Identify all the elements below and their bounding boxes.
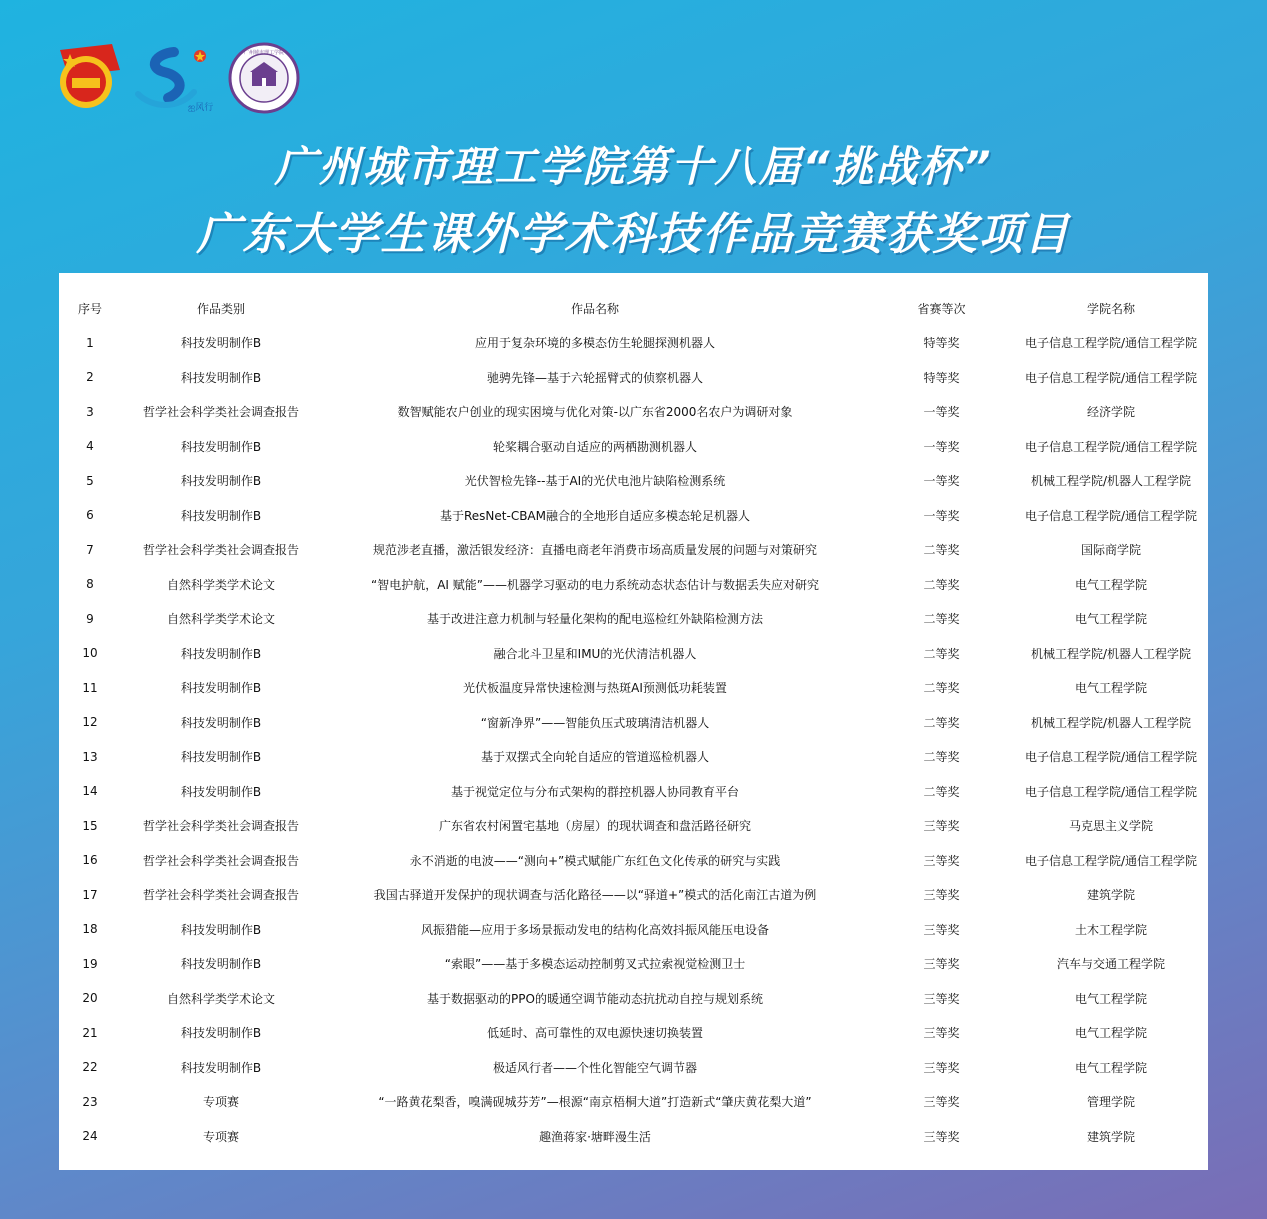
page-title-line2: 广东大学生课外学术科技作品竞赛获奖项目 xyxy=(196,209,1071,260)
cell-category: 科技发明制作B xyxy=(180,922,262,937)
cell-college: 建筑学院 xyxy=(1086,1129,1135,1144)
cell-college: 土木工程学院 xyxy=(1074,922,1147,937)
cell-index: 9 xyxy=(86,611,94,626)
cell-project-name: 驰骋先锋—基于六轮摇臂式的侦察机器人 xyxy=(486,370,703,385)
cell-award-level: 一等奖 xyxy=(923,439,960,454)
cell-college: 国际商学院 xyxy=(1080,543,1141,558)
cell-project-name: “智电护航，AI 赋能”——机器学习驱动的电力系统动态状态估计与数据丢失应对研究 xyxy=(371,577,819,592)
cell-index: 10 xyxy=(82,646,98,661)
cell-project-name: “窗新净界”——智能负压式玻璃清洁机器人 xyxy=(480,715,710,730)
cell-category: 自然科学类学术论文 xyxy=(166,991,275,1006)
cell-index: 21 xyxy=(82,1025,98,1040)
cell-project-name: 数智赋能农户创业的现实困境与优化对策-以广东省2000名农户为调研对象 xyxy=(397,405,793,420)
cell-index: 8 xyxy=(86,577,94,592)
cell-project-name: 我国古驿道开发保护的现状调查与活化路径——以“驿道+”模式的活化南江古道为例 xyxy=(373,888,817,903)
cell-award-level: 二等奖 xyxy=(923,612,960,627)
cell-category: 自然科学类学术论文 xyxy=(166,577,275,592)
cell-category: 专项赛 xyxy=(202,1129,239,1144)
table-row xyxy=(59,947,1208,982)
cell-college: 经济学院 xyxy=(1086,405,1135,420)
cell-award-level: 一等奖 xyxy=(923,508,960,523)
column-header-college: 学院名称 xyxy=(1086,301,1135,316)
table-row xyxy=(59,774,1208,809)
cell-category: 科技发明制作B xyxy=(180,1060,262,1075)
awards-table xyxy=(59,291,1208,1154)
cell-category: 专项赛 xyxy=(202,1095,239,1110)
page-title-line1: 广州城市理工学院第十八届“挑战杯” xyxy=(274,142,993,191)
cell-award-level: 三等奖 xyxy=(923,1026,960,1041)
cell-category: 哲学社会科学类社会调查报告 xyxy=(142,888,299,903)
cell-college: 电子信息工程学院/通信工程学院 xyxy=(1024,784,1198,799)
volunteer-logo-icon xyxy=(134,46,214,114)
cell-project-name: 永不消逝的电波——“测向+”模式赋能广东红色文化传承的研究与实践 xyxy=(409,853,781,868)
cell-award-level: 二等奖 xyxy=(923,543,960,558)
cell-index: 3 xyxy=(86,404,94,419)
cell-project-name: 趣渔蒋家·塘畔漫生活 xyxy=(539,1129,651,1144)
table-row xyxy=(59,1050,1208,1085)
cell-index: 24 xyxy=(82,1129,98,1144)
cell-category: 科技发明制作B xyxy=(180,750,262,765)
cell-category: 哲学社会科学类社会调查报告 xyxy=(142,819,299,834)
cell-category: 自然科学类学术论文 xyxy=(166,612,275,627)
cell-project-name: 光伏智检先锋--基于AI的光伏电池片缺陷检测系统 xyxy=(464,474,726,489)
cell-category: 科技发明制作B xyxy=(180,715,262,730)
cell-index: 15 xyxy=(82,818,98,833)
cell-project-name: 极适风行者——个性化智能空气调节器 xyxy=(492,1060,697,1075)
cell-college: 电气工程学院 xyxy=(1074,681,1147,696)
cell-index: 12 xyxy=(82,715,98,730)
cell-project-name: 轮桨耦合驱动自适应的两栖勘测机器人 xyxy=(492,439,697,454)
cell-award-level: 三等奖 xyxy=(923,922,960,937)
cell-award-level: 二等奖 xyxy=(923,577,960,592)
table-row xyxy=(59,326,1208,361)
cell-project-name: 融合北斗卫星和IMU的光伏清洁机器人 xyxy=(493,646,697,661)
cell-category: 哲学社会科学类社会调查报告 xyxy=(142,405,299,420)
column-header-award-level: 省赛等次 xyxy=(917,301,966,316)
cell-project-name: 风振猎能—应用于多场景振动发电的结构化高效抖振风能压电设备 xyxy=(420,922,769,937)
cell-award-level: 三等奖 xyxy=(923,991,960,1006)
cell-college: 机械工程学院/机器人工程学院 xyxy=(1030,715,1192,730)
table-row xyxy=(59,740,1208,775)
column-header-index: 序号 xyxy=(77,301,102,316)
cell-college: 电气工程学院 xyxy=(1074,577,1147,592)
cell-category: 科技发明制作B xyxy=(180,508,262,523)
cell-award-level: 三等奖 xyxy=(923,888,960,903)
table-row xyxy=(59,567,1208,602)
cell-award-level: 三等奖 xyxy=(923,1060,960,1075)
table-row xyxy=(59,533,1208,568)
table-row xyxy=(59,912,1208,947)
cell-college: 机械工程学院/机器人工程学院 xyxy=(1030,474,1192,489)
cell-college: 汽车与交通工程学院 xyxy=(1056,957,1165,972)
table-row xyxy=(59,360,1208,395)
cell-project-name: 应用于复杂环境的多模态仿生轮腿探测机器人 xyxy=(474,336,715,351)
cell-project-name: 基于改进注意力机制与轻量化架构的配电巡检红外缺陷检测方法 xyxy=(426,612,763,627)
cell-college: 电子信息工程学院/通信工程学院 xyxy=(1024,750,1198,765)
cell-category: 哲学社会科学类社会调查报告 xyxy=(142,543,299,558)
cell-index: 18 xyxy=(82,922,98,937)
table-row xyxy=(59,498,1208,533)
cell-project-name: 低延时、高可靠性的双电源快速切换装置 xyxy=(486,1026,703,1041)
cell-award-level: 三等奖 xyxy=(923,957,960,972)
cell-project-name: “索眼”——基于多模态运动控制剪叉式拉索视觉检测卫士 xyxy=(444,957,746,972)
table-row xyxy=(59,809,1208,844)
cell-category: 科技发明制作B xyxy=(180,957,262,972)
cell-project-name: 规范涉老直播，激活银发经济：直播电商老年消费市场高质量发展的问题与对策研究 xyxy=(372,543,817,558)
cell-college: 电子信息工程学院/通信工程学院 xyxy=(1024,370,1198,385)
cell-college: 电子信息工程学院/通信工程学院 xyxy=(1024,853,1198,868)
cell-award-level: 二等奖 xyxy=(923,784,960,799)
cell-college: 电气工程学院 xyxy=(1074,612,1147,627)
cell-category: 科技发明制作B xyxy=(180,370,262,385)
table-row xyxy=(59,705,1208,740)
cell-index: 20 xyxy=(82,991,98,1006)
cell-index: 22 xyxy=(82,1060,98,1075)
cell-award-level: 三等奖 xyxy=(923,819,960,834)
cell-award-level: 三等奖 xyxy=(923,1095,960,1110)
column-header-project-name: 作品名称 xyxy=(570,301,619,316)
cell-index: 17 xyxy=(82,887,98,902)
cell-award-level: 特等奖 xyxy=(923,370,960,385)
cell-project-name: “一路黄花梨香，嗅满砚城芬芳”—根源“南京梧桐大道”打造新式“肇庆黄花梨大道” xyxy=(378,1095,812,1110)
cell-project-name: 基于视觉定位与分布式架构的群控机器人协同教育平台 xyxy=(450,784,739,799)
cell-project-name: 基于ResNet-CBAM融合的全地形自适应多模态轮足机器人 xyxy=(439,508,750,523)
cell-index: 5 xyxy=(86,473,94,488)
cell-category: 科技发明制作B xyxy=(180,336,262,351)
cell-college: 电子信息工程学院/通信工程学院 xyxy=(1024,439,1198,454)
awards-sheet xyxy=(59,273,1208,1170)
cell-award-level: 二等奖 xyxy=(923,646,960,661)
youth-league-emblem-icon xyxy=(52,40,124,112)
cell-index: 4 xyxy=(86,439,94,454)
cell-index: 16 xyxy=(82,853,98,868)
table-body xyxy=(59,326,1208,1154)
cell-award-level: 特等奖 xyxy=(923,336,960,351)
cell-category: 科技发明制作B xyxy=(180,646,262,661)
table-row xyxy=(59,395,1208,430)
cell-category: 科技发明制作B xyxy=(180,784,262,799)
cell-college: 管理学院 xyxy=(1086,1095,1135,1110)
cell-award-level: 三等奖 xyxy=(923,853,960,868)
cell-college: 机械工程学院/机器人工程学院 xyxy=(1030,646,1192,661)
cell-award-level: 三等奖 xyxy=(923,1129,960,1144)
column-header-category: 作品类别 xyxy=(196,301,245,316)
cell-index: 23 xyxy=(82,1094,98,1109)
cell-category: 科技发明制作B xyxy=(180,681,262,696)
cell-college: 建筑学院 xyxy=(1086,888,1135,903)
cell-index: 6 xyxy=(86,508,94,523)
table-row xyxy=(59,602,1208,637)
table-row xyxy=(59,429,1208,464)
cell-index: 19 xyxy=(82,956,98,971)
cell-category: 哲学社会科学类社会调查报告 xyxy=(142,853,299,868)
cell-college: 电子信息工程学院/通信工程学院 xyxy=(1024,336,1198,351)
table-row xyxy=(59,878,1208,913)
cell-award-level: 一等奖 xyxy=(923,405,960,420)
cell-project-name: 广东省农村闲置宅基地（房屋）的现状调查和盘活路径研究 xyxy=(438,819,751,834)
table-row xyxy=(59,981,1208,1016)
university-seal-icon xyxy=(228,42,300,114)
cell-award-level: 二等奖 xyxy=(923,750,960,765)
cell-index: 11 xyxy=(82,680,98,695)
cell-college: 电气工程学院 xyxy=(1074,991,1147,1006)
cell-project-name: 光伏板温度异常快速检测与热斑AI预测低功耗装置 xyxy=(463,681,727,696)
cell-index: 13 xyxy=(82,749,98,764)
cell-college: 电子信息工程学院/通信工程学院 xyxy=(1024,508,1198,523)
cell-category: 科技发明制作B xyxy=(180,439,262,454)
table-row xyxy=(59,636,1208,671)
volunteer-logo-text: ஐ风行 xyxy=(188,103,214,113)
cell-project-name: 基于数据驱动的PPO的暖通空调节能动态抗扰动自控与规划系统 xyxy=(427,991,763,1006)
cell-index: 2 xyxy=(86,370,94,385)
table-row xyxy=(59,1085,1208,1120)
table-header-row xyxy=(59,291,1208,326)
cell-college: 电气工程学院 xyxy=(1074,1026,1147,1041)
cell-award-level: 二等奖 xyxy=(923,681,960,696)
cell-project-name: 基于双摆式全向轮自适应的管道巡检机器人 xyxy=(480,750,709,765)
table-row xyxy=(59,1016,1208,1051)
cell-category: 科技发明制作B xyxy=(180,1026,262,1041)
cell-award-level: 二等奖 xyxy=(923,715,960,730)
cell-index: 14 xyxy=(82,784,98,799)
cell-index: 7 xyxy=(86,542,94,557)
table-row xyxy=(59,464,1208,499)
cell-award-level: 一等奖 xyxy=(923,474,960,489)
table-row xyxy=(59,843,1208,878)
cell-category: 科技发明制作B xyxy=(180,474,262,489)
university-seal-text: 广州城市理工学院 xyxy=(243,50,285,56)
table-row xyxy=(59,671,1208,706)
table-row xyxy=(59,1119,1208,1154)
cell-index: 1 xyxy=(86,335,94,350)
cell-college: 电气工程学院 xyxy=(1074,1060,1147,1075)
cell-college: 马克思主义学院 xyxy=(1068,819,1153,834)
